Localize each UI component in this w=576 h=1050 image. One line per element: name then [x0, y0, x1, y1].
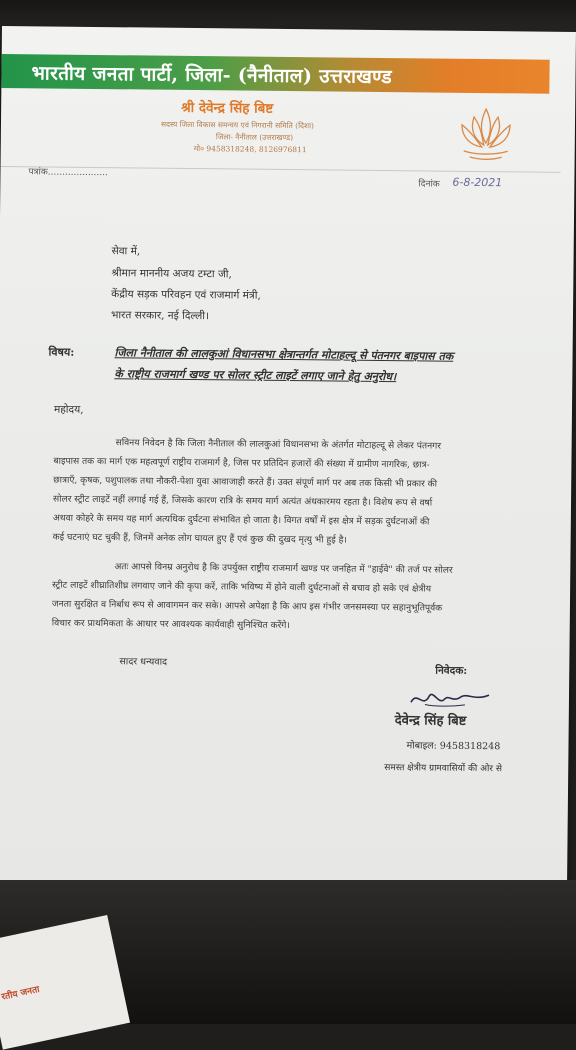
- sender-phone: मो० 9458318248, 8126976811: [193, 144, 307, 155]
- signer-mobile: मोबाइल: 9458318248: [406, 740, 501, 753]
- sender-name: श्री देवेन्द्र सिंह बिष्ट: [181, 99, 274, 117]
- address-line: श्रीमान माननीय अजय टम्टा जी,: [111, 267, 232, 281]
- body-line: सविनय निवेदन है कि जिला नैनीताल की लालकुआं विधानसभा के अंतर्गत मोटाहल्दू से लेकर पंतनगर: [115, 438, 442, 452]
- body-line: अथवा कोहरे के समय यह मार्ग अत्यधिक दुर्घटना संभावित हो जाता है। विगत वर्षों में इस क्षेत्र में सड़क दुर्घटनाओं की: [52, 513, 430, 528]
- address-line: सेवा में,: [111, 245, 141, 258]
- petitioner-label: निवेदक:: [435, 664, 468, 677]
- body-line: बाइपास तक का मार्ग एक महत्वपूर्ण राष्ट्रीय राजमार्ग है, जिस पर प्रतिदिन हजारों की संख्या में ग्रामीण नागरिक, छात्र-: [53, 456, 430, 471]
- body-line: स्ट्रीट लाइटें शीघ्रातिशीघ्र लगवाए जाने की कृपा करें, ताकि भविष्य में होने वाली दुर्घटनाओं से बचाव हो सके एवं क्षेत्रीय: [52, 580, 432, 595]
- body-line: सोलर स्ट्रीट लाइटें नहीं लगाई गई हैं, जिसके कारण रात्रि के समय मार्ग अत्यंत अंधकारमय रहता है। विशेष रूप से वर्षा: [52, 494, 433, 509]
- body-line: जनता सुरक्षित व निर्बाध रूप से आवागमन कर सके। आपसे अपेक्षा है कि आप इस गंभीर जनसमस्या पर सहानुभूतिपूर्वक: [51, 599, 443, 614]
- on-behalf-line: समस्त क्षेत्रीय ग्रामवासियों की ओर से: [384, 763, 502, 775]
- signer-name: देवेन्द्र सिंह बिष्ट: [394, 713, 467, 729]
- sender-designation: सदस्य जिला विकास समन्वय एवं निगरानी समिति (दिशा): [160, 119, 315, 131]
- address-line: भारत सरकार, नई दिल्ली।: [110, 309, 210, 323]
- address-line: केंद्रीय सड़क परिवहन एवं राजमार्ग मंत्री,: [111, 288, 261, 302]
- handwritten-signature: [405, 682, 495, 713]
- party-name-heading: भारतीय जनता पार्टी, जिला- (नैनीताल) उत्तराखण्ड: [31, 62, 393, 89]
- subject-line: के राष्ट्रीय राजमार्ग खण्ड पर सोलर स्ट्रीट लाइटें लगाए जाने हेतु अनुरोध।: [114, 367, 397, 384]
- reference-number: पत्रांक.....................: [28, 167, 108, 179]
- body-line: अतः आपसे विनम्र अनुरोध है कि उपर्युक्त राष्ट्रीय राजमार्ग खण्ड पर जनहित में "हाईवे" की तर्ज पर सोलर: [114, 562, 453, 576]
- sender-district: जिला- नैनीताल (उत्तराखण्ड): [215, 132, 294, 143]
- body-line: कई घटनाएं घट चुकी हैं, जिनमें अनेक लोग घायल हुए हैं एवं कुछ की दुखद मृत्यु भी हुई है।: [52, 532, 347, 546]
- body-line: विचार कर प्राथमिकता के आधार पर आवश्यक कार्यवाही सुनिश्चित करेंगे।: [51, 618, 290, 632]
- closing-thanks: सादर धन्यवाद: [119, 656, 168, 668]
- letter-sheet: [0, 26, 576, 890]
- lotus-icon: [456, 99, 517, 170]
- underlying-sheet-text: रतीय जनता: [0, 984, 41, 1003]
- salutation: महोदय,: [53, 403, 84, 416]
- subject-label: विषय:: [48, 345, 75, 359]
- subject-line: जिला नैनीताल की लालकुआं विधानसभा क्षेत्रान्तर्गत मोटाहल्दू से पंतनगर बाइपास तक: [114, 346, 454, 363]
- body-line: छात्राएँ, कृषक, पशुपालक तथा नौकरी-पेशा युवा आवाजाही करते हैं। उक्त संपूर्ण मार्ग पर अब तक किसी भी प्रकार की: [53, 475, 438, 490]
- date-label: दिनांक: [418, 179, 440, 190]
- underlying-sheet: [0, 915, 130, 1050]
- date-value: 6-8-2021: [452, 175, 503, 190]
